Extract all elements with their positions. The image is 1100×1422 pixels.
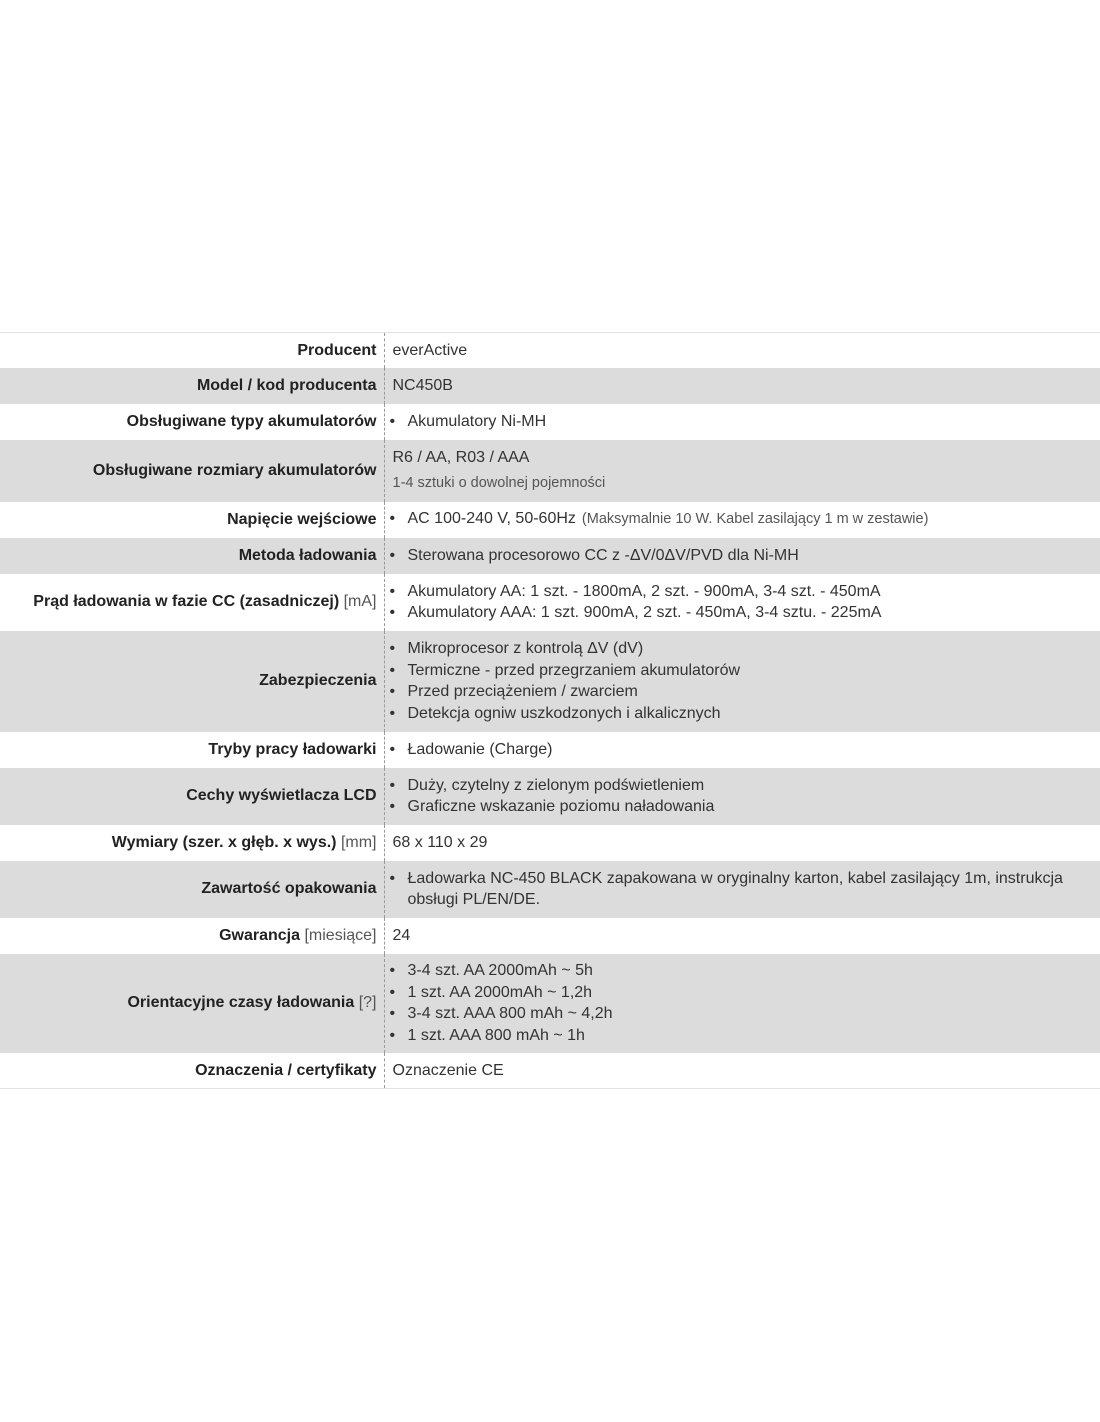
spec-value: [384, 768, 1100, 825]
list-item: • Akumulatory AAA: 1 szt. 900mA, 2 szt. - 450mA, 3-4 sztu. - 225mA: [393, 602, 1091, 624]
spec-row-battery-types: [0, 404, 1100, 440]
spec-label: Wymiary (szer. x głęb. x wys.) [mm]: [0, 825, 384, 861]
spec-list: [393, 868, 1091, 911]
spec-label: Oznaczenia / certyfikaty: [0, 1053, 384, 1089]
spec-row-battery-sizes: [0, 440, 1100, 502]
spec-unit: [miesiące]: [304, 926, 377, 944]
spec-value: [384, 404, 1100, 440]
list-item: • 1 szt. AA 2000mAh ~ 1,2h: [393, 982, 1091, 1004]
spec-label: Producent: [0, 333, 384, 368]
spec-value: 68 x 110 x 29: [384, 825, 1100, 861]
spec-row-producent: [0, 333, 1100, 368]
list-item: • 3-4 szt. AA 2000mAh ~ 5h: [393, 960, 1091, 982]
spec-row-package-contents: [0, 861, 1100, 918]
spec-value: [384, 861, 1100, 918]
spec-unit: [mm]: [340, 833, 377, 851]
spec-list: [393, 545, 1091, 567]
spec-unit: [mA]: [343, 593, 377, 611]
spec-value: [384, 502, 1100, 538]
spec-row-charging-times: [0, 954, 1100, 1053]
list-item: • Graficzne wskazanie poziomu naładowania: [393, 796, 1091, 818]
spec-row-lcd-features: [0, 768, 1100, 825]
spec-label: Napięcie wejściowe: [0, 502, 384, 538]
list-item: • Duży, czytelny z zielonym podświetleniem: [393, 775, 1091, 797]
list-item: • 1 szt. AAA 800 mAh ~ 1h: [393, 1025, 1091, 1047]
spec-note: (Maksymalnie 10 W. Kabel zasilający 1 m w zestawie): [581, 511, 929, 528]
spec-row-certificates: [0, 1053, 1100, 1089]
spec-list: [393, 411, 1091, 433]
spec-list: [393, 739, 1091, 761]
spec-note: 1-4 sztuki o dowolnej pojemności: [392, 475, 606, 491]
spec-label: Obsługiwane typy akumulatorów: [0, 404, 384, 440]
spec-row-charger-modes: [0, 732, 1100, 768]
list-item: • Ładowarka NC-450 BLACK zapakowana w oryginalny karton, kabel zasilający 1m, instrukcja obsługi PL/EN/DE.: [393, 868, 1091, 911]
spec-unit: [?]: [358, 994, 377, 1012]
spec-row-warranty: [0, 918, 1100, 954]
spec-label: Cechy wyświetlacza LCD: [0, 768, 384, 825]
list-item: • Termiczne - przed przegrzaniem akumulatorów: [393, 660, 1091, 682]
list-item: • 3-4 szt. AAA 800 mAh ~ 4,2h: [393, 1003, 1091, 1025]
spec-list: [393, 581, 1091, 624]
list-item: • Akumulatory AA: 1 szt. - 1800mA, 2 szt. - 900mA, 3-4 szt. - 450mA: [393, 581, 1091, 603]
list-item: • Ładowanie (Charge): [393, 739, 1091, 761]
spec-row-charging-method: [0, 538, 1100, 574]
spec-list: [393, 508, 1091, 531]
spec-value: everActive: [384, 333, 1100, 368]
list-item: • Mikroprocesor z kontrolą ΔV (dV): [393, 638, 1091, 660]
spec-label: Zabezpieczenia: [0, 631, 384, 732]
spec-label: Metoda ładowania: [0, 538, 384, 574]
spec-label: Orientacyjne czasy ładowania [?]: [0, 954, 384, 1053]
spec-label: Obsługiwane rozmiary akumulatorów: [0, 440, 384, 502]
list-item: • Detekcja ogniw uszkodzonych i alkalicznych: [393, 703, 1091, 725]
spec-value-text: R6 / AA, R03 / AAA: [392, 448, 530, 466]
spec-value: [384, 631, 1100, 732]
spec-label: Gwarancja [miesiące]: [0, 918, 384, 954]
spec-value: [384, 954, 1100, 1053]
spec-label: Prąd ładowania w fazie CC (zasadniczej) [mA]: [0, 574, 384, 631]
spec-row-input-voltage: [0, 502, 1100, 538]
spec-value: Oznaczenie CE: [384, 1053, 1100, 1089]
spec-row-model: [0, 368, 1100, 404]
spec-label: Tryby pracy ładowarki: [0, 732, 384, 768]
list-item: • Akumulatory Ni-MH: [393, 411, 1091, 433]
spec-row-charging-current: [0, 574, 1100, 631]
list-item: • Przed przeciążeniem / zwarciem: [393, 681, 1091, 703]
spec-value: [384, 538, 1100, 574]
spec-list: [393, 960, 1091, 1046]
spec-label: Model / kod producenta: [0, 368, 384, 404]
spec-list: [393, 775, 1091, 818]
spec-value: [384, 732, 1100, 768]
spec-list: [393, 638, 1091, 724]
spec-row-dimensions: [0, 825, 1100, 861]
spec-row-protections: [0, 631, 1100, 732]
spec-value: [384, 574, 1100, 631]
spec-value: [384, 440, 1100, 502]
spec-value: NC450B: [384, 368, 1100, 404]
specification-table: [0, 332, 1100, 1089]
list-item: • Sterowana procesorowo CC z -ΔV/0ΔV/PVD dla Ni-MH: [393, 545, 1091, 567]
spec-label: Zawartość opakowania: [0, 861, 384, 918]
spec-value: 24: [384, 918, 1100, 954]
list-item: • AC 100-240 V, 50-60Hz (Maksymalnie 10 W. Kabel zasilający 1 m w zestawie): [393, 508, 1091, 531]
